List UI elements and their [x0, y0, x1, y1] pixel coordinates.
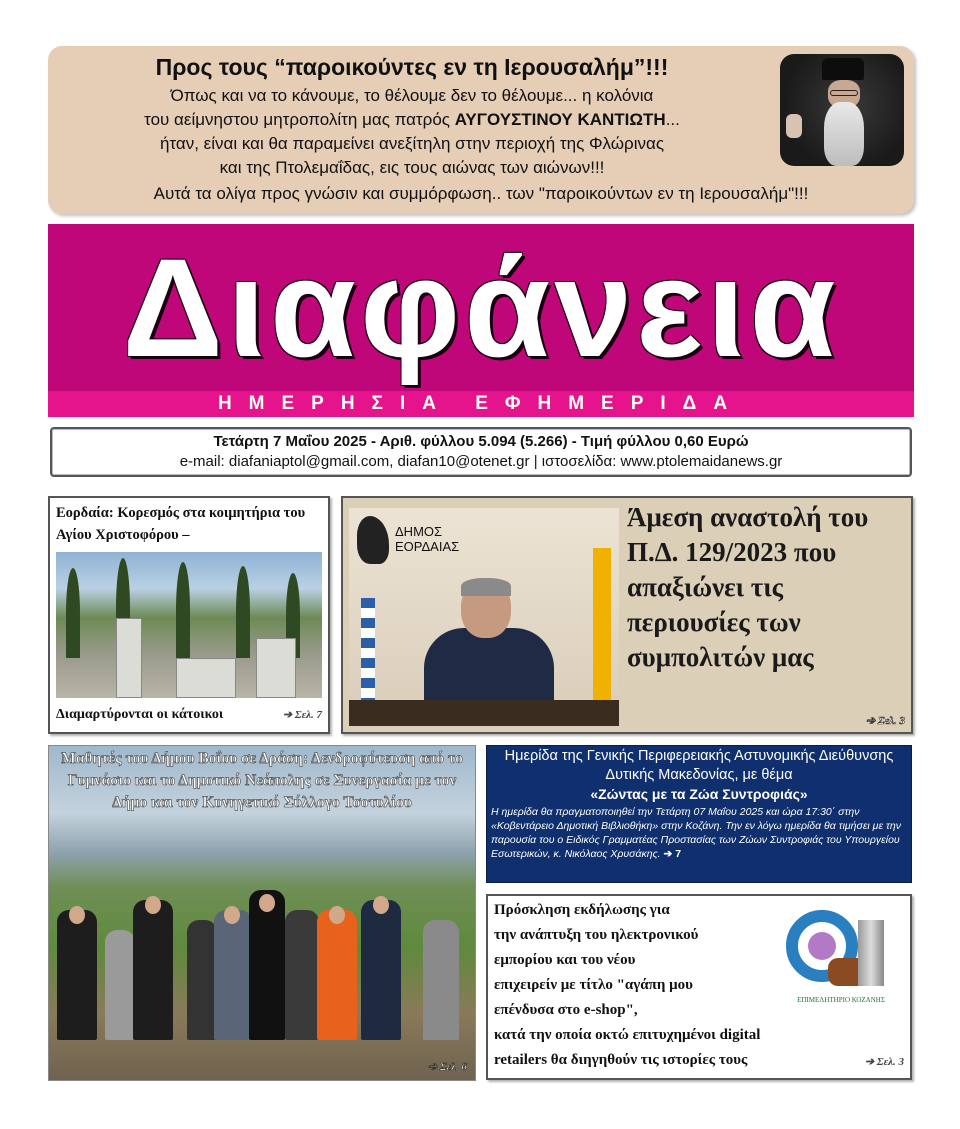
municipality-logo-line-1: ΔΗΜΟΣ [395, 524, 443, 539]
person-shape [105, 930, 135, 1040]
grave-shape [116, 618, 142, 698]
article-police-title: Ημερίδα της Γενικής Περιφερειακής Αστυνομικής Διεύθυνσης Δυτικής Μακεδονίας, με θέμα [504, 748, 894, 783]
grave-shape [256, 638, 296, 698]
article-chamber-line-3: εμπορίου και του νέου [494, 952, 636, 968]
mayor-photo [349, 508, 619, 726]
article-students-tree-planting[interactable] [48, 745, 476, 1081]
article-chamber-eshop[interactable] [486, 894, 912, 1080]
person-shape [249, 890, 285, 1040]
article-police-subtitle: «Ζώντας με τα Ζώα Συντροφιάς» [590, 786, 808, 802]
person-head-shape [69, 906, 85, 924]
article-cemetery[interactable] [48, 496, 330, 734]
portrait-hat-shape [822, 58, 864, 80]
desk-shape [349, 700, 619, 726]
chamber-logo [780, 902, 902, 1012]
article-police-page-ref[interactable]: ➔ 7 [663, 848, 682, 860]
article-police-body-text: Η ημερίδα θα πραγματοποιηθεί την Τετάρτη 07 Μαΐου 2025 και ώρα 17:30΄ στην «Κοβεντάρειο Δημοτική Βιβλιοθήκη» στην Κοζάνη. Την εν λόγω ημερίδα θα τιμήσει με την παρουσία του ο Ειδικός Γραμματέας Προστασίας των Ζώων Συντροφιάς του Υπουργείου Εσωτερικών, κ. Νικόλαος Χρυσάκης. [491, 806, 901, 860]
column-icon [858, 920, 884, 986]
person-shape [214, 910, 252, 1040]
article-cemetery-headline [56, 502, 324, 548]
contact-line[interactable]: e-mail: diafaniaptol@gmail.com, diafan10@otenet.gr | ιστοσελίδα: www.ptolemaidanews.gr [179, 453, 783, 470]
editorial-line-2 [48, 108, 776, 132]
article-chamber-line-5: επένδυσα στο e-shop", [494, 1002, 638, 1018]
metropolitan-portrait-image [780, 54, 904, 166]
editorial-line-4: και της Πτολεμαΐδας, εις τους αιώνας των αιώνων!!! [219, 158, 605, 177]
article-cemetery-page-ref[interactable]: ➔ Σελ. 7 [282, 709, 322, 721]
article-police-event[interactable] [486, 745, 912, 883]
chamber-logo-caption: ΕΠΙΜΕΛΗΤΗΡΙΟ ΚΟΖΑΝΗΣ [797, 996, 885, 1004]
article-chamber-line-4: επιχειρείν με τίτλο "αγάπη μου [494, 977, 693, 993]
person-head-shape [224, 906, 240, 924]
editorial-line-3: ήταν, είναι και θα παραμείνει ανεξίτηλη στην περιοχή της Φλώρινας [159, 134, 665, 153]
greek-flag-shape [361, 598, 375, 708]
mayor-hair-shape [461, 578, 511, 596]
person-shape [317, 910, 357, 1040]
cemetery-photo [56, 552, 322, 698]
article-mayor-headline: Άμεση αναστολή του Π.Δ. 129/2023 που απαξιώνει τις περιουσίες των συμπολιτών μας [627, 502, 869, 672]
editorial-line-1: Όπως και να το κάνουμε, το θέλουμε δεν το θέλουμε... η κολόνια [170, 86, 654, 105]
editorial-name-highlight: ΑΥΓΟΥΣΤΙΝΟΥ ΚΑΝΤΙΩΤΗ [454, 110, 666, 129]
person-shape [361, 900, 401, 1040]
person-head-shape [373, 896, 389, 914]
editorial-line-2-suffix: ... [665, 110, 680, 129]
editorial-line-5: Αυτά τα ολίγα προς γνώσιν και συμμόρφωση.. των "παροικούντων εν τη Ιερουσαλήμ"!!! [153, 184, 809, 203]
article-chamber-line-7: retailers θα διηγηθούν τις ιστορίες τους [494, 1052, 748, 1068]
person-shape [133, 900, 173, 1040]
cypress-tree-shape [176, 562, 190, 658]
article-students-headline: Μαθητές του Δήμου Βοΐου σε Δράση: Δενδροφύτευση από το Γυμνάσιο και το Δημοτικό Νεάπολης σε Συνεργασία με τον Δήμο και τον Κυνηγετικό Σύλλογο Τσοτυλίου [61, 750, 463, 811]
article-chamber-page-ref[interactable]: ➔ Σελ. 3 [864, 1056, 904, 1068]
person-shape [187, 920, 217, 1040]
person-head-shape [259, 894, 275, 912]
top-editorial-banner [48, 46, 914, 214]
article-students-page-ref[interactable]: ➔ Σελ. 6 [427, 1061, 467, 1073]
newspaper-masthead [48, 224, 914, 417]
article-chamber-line-2: την ανάπτυξη του ηλεκτρονικού [494, 927, 699, 943]
newspaper-subtitle: ΗΜΕΡΗΣΙΑ ΕΦΗΜΕΡΙΔΑ [48, 391, 914, 417]
article-cemetery-headline-text: Κορεσμός στα κοιμητήρια του Αγίου Χριστοφόρου – [56, 505, 306, 543]
article-chamber-line-1: Πρόσκληση εκδήλωσης για [494, 902, 670, 918]
article-cemetery-headline-place: Εορδαία: [56, 505, 114, 521]
person-head-shape [145, 896, 161, 914]
person-shape [423, 920, 459, 1040]
article-police-body [491, 805, 907, 861]
newspaper-title: Διαφάνεια [122, 229, 840, 386]
article-chamber-line-6: κατά την οποία οκτώ επιτυχημένοι digital [494, 1027, 761, 1043]
issue-date-line: Τετάρτη 7 Μαΐου 2025 - Αριθ. φύλλου 5.094 (5.266) - Τιμή φύλλου 0,60 Ευρώ [213, 433, 749, 450]
portrait-glasses-shape [830, 90, 858, 96]
portrait-beard-shape [824, 102, 864, 166]
person-shape [57, 910, 97, 1040]
person-head-shape [329, 906, 345, 924]
person-shape [285, 910, 319, 1040]
article-mayor[interactable] [341, 496, 913, 734]
cypress-tree-shape [66, 568, 80, 658]
portrait-hand-shape [786, 114, 802, 138]
municipality-logo-line-2: ΕΟΡΔΑΙΑΣ [395, 539, 460, 554]
municipality-logo-text [395, 524, 459, 554]
editorial-line-2-prefix: του αείμνηστου μητροπολίτη μας πατρός [144, 110, 455, 129]
article-mayor-page-ref[interactable]: ➔ Σελ. 3 [865, 715, 905, 727]
municipality-logo-icon [357, 516, 389, 564]
yellow-flag-shape [593, 548, 611, 708]
grave-shape [176, 658, 236, 698]
editorial-headline: Προς τους “παροικούντες εν τη Ιερουσαλήμ”!!! [155, 54, 669, 80]
article-cemetery-footer: Διαμαρτύρονται οι κάτοικοι [56, 707, 224, 722]
cypress-tree-shape [236, 566, 250, 658]
crocus-flower-icon [808, 932, 836, 960]
issue-info-box [50, 427, 912, 477]
